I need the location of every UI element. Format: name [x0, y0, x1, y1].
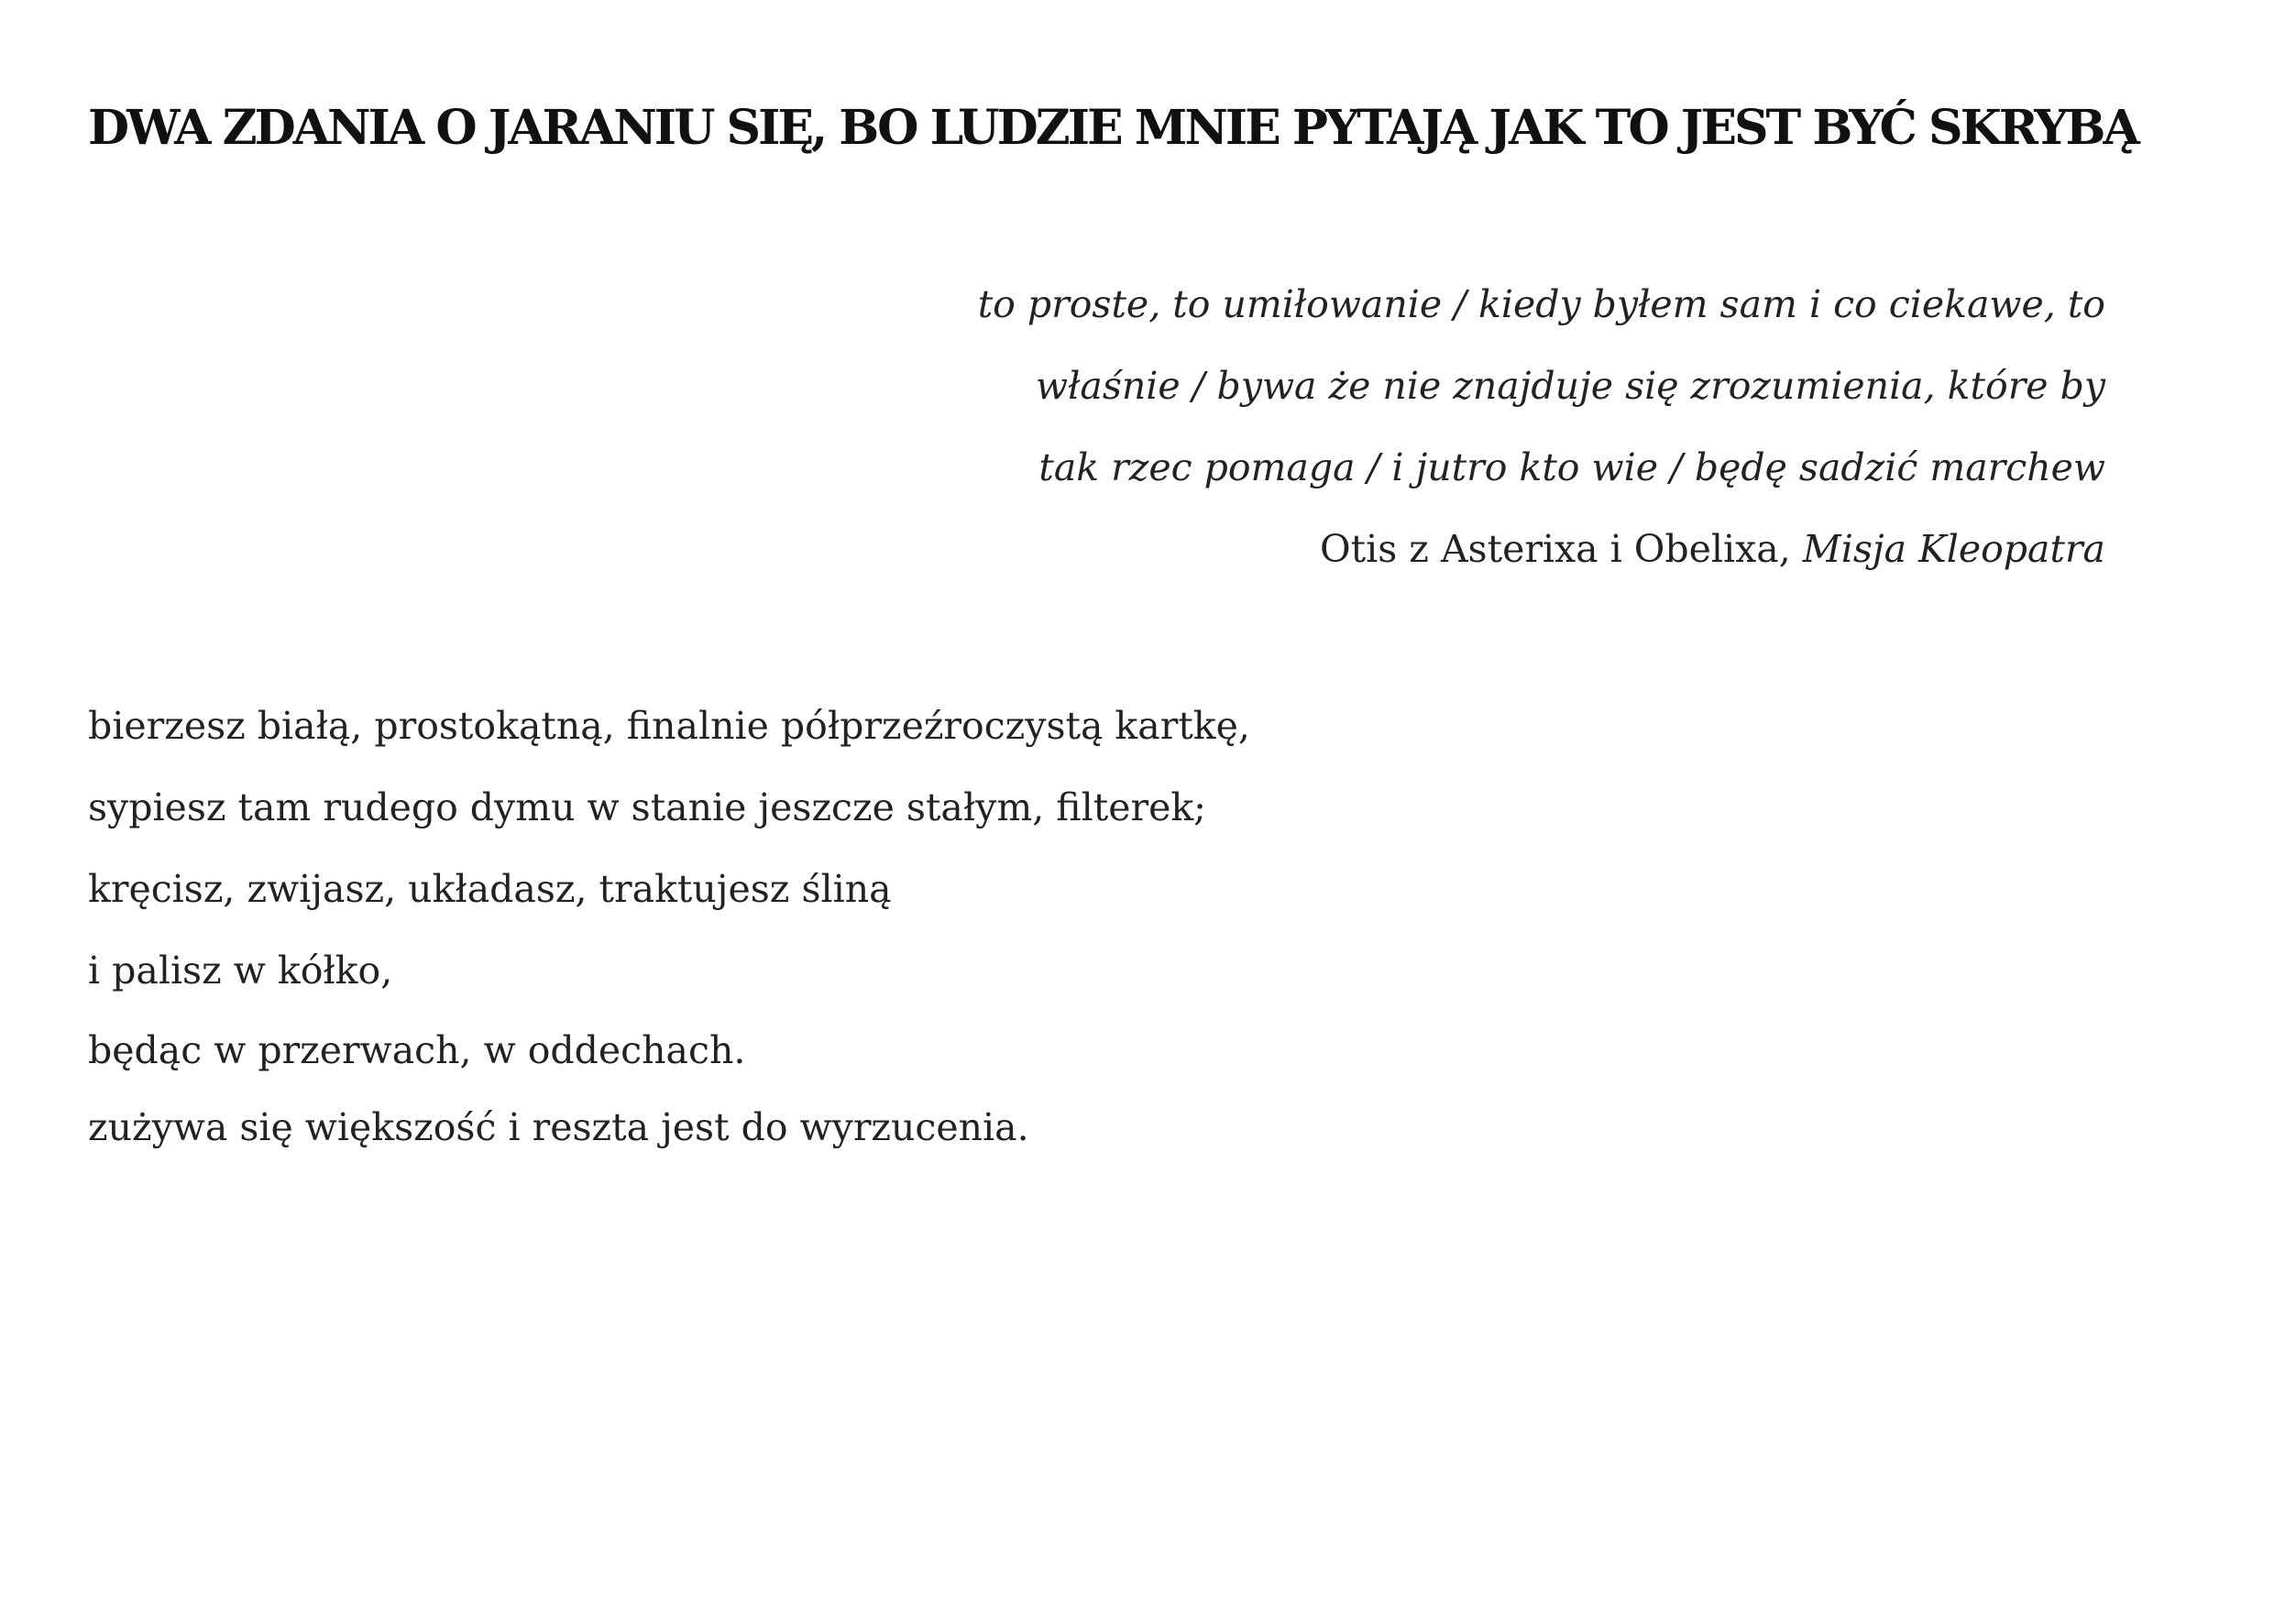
- poem-line: i palisz w kółko,: [88, 949, 393, 993]
- attribution-author: Otis z Asterixa i Obelixa,: [1320, 527, 1803, 571]
- epigraph: [914, 264, 2105, 590]
- epigraph-line: właśnie / bywa że nie znajduje się zrozumienia, które by: [1036, 364, 2105, 408]
- poem-line: będąc w przerwach, w oddechach.: [88, 1028, 746, 1072]
- epigraph-line: to proste, to umiłowanie / kiedy byłem sam i co ciekawe, to: [977, 282, 2105, 326]
- poem-line: zużywa się większość i reszta jest do wyrzucenia.: [88, 1105, 1029, 1149]
- epigraph-line: tak rzec pomaga / i jutro kto wie / będę sadzić marchew: [1038, 445, 2105, 489]
- attribution-work: Misja Kleopatra: [1802, 527, 2105, 571]
- poem-line: sypiesz tam rudego dymu w stanie jeszcze stałym, filterek;: [88, 785, 1206, 829]
- poem-line: kręcisz, zwijasz, układasz, traktujesz śliną: [88, 867, 892, 911]
- poem-line: bierzesz białą, prostokątną, finalnie półprzeźroczystą kartkę,: [88, 704, 1250, 748]
- epigraph-attribution: [914, 509, 2105, 590]
- poem-body: [88, 686, 1554, 1166]
- poem-title: DWA ZDANIA O JARANIU SIĘ, BO LUDZIE MNIE PYTAJĄ JAK TO JEST BYĆ SKRYBĄ: [88, 100, 2137, 156]
